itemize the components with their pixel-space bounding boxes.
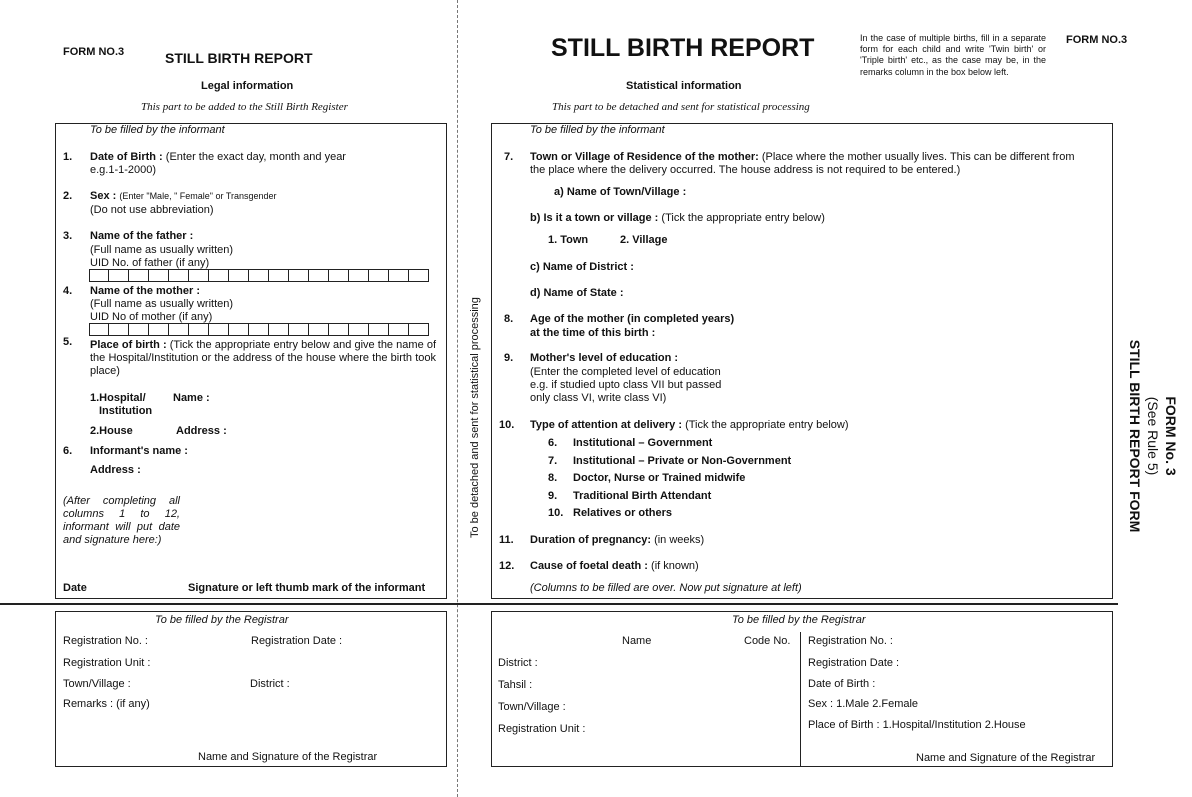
- right-title: STILL BIRTH REPORT: [551, 34, 815, 62]
- attention-at-delivery-field[interactable]: Type of attention at delivery : (Tick the appropriate entry below): [530, 419, 849, 431]
- attention-option-traditional[interactable]: Traditional Birth Attendant: [573, 490, 712, 502]
- left-subtitle: Legal information: [201, 80, 294, 92]
- education-hint-1: (Enter the completed level of education: [530, 366, 721, 378]
- residence-hint: the place where the delivery occurred. The house address is not required to be entered.): [530, 164, 961, 176]
- place-of-birth-field[interactable]: Place of birth : (Tick the appropriate entry below and give the name of the Hospital/Institution or the address of the house where the birth took place): [90, 339, 436, 377]
- father-uid-label: UID No. of father (if any): [90, 257, 210, 269]
- item-number: 7.: [504, 151, 514, 163]
- left-registration-no-field[interactable]: Registration No. :: [63, 635, 148, 647]
- item-number: 2.: [63, 190, 73, 202]
- mother-education-field[interactable]: Mother's level of education :: [530, 352, 679, 364]
- mother-age-field[interactable]: Age of the mother (in completed years): [530, 313, 735, 325]
- town-option[interactable]: 1. Town: [548, 234, 589, 246]
- right-registrar-filled-by: To be filled by the Registrar: [732, 614, 866, 626]
- columns-over-note: (Columns to be filled are over. Now put signature at left): [530, 582, 802, 594]
- house-address-field[interactable]: Address :: [176, 425, 227, 437]
- cause-of-death-field[interactable]: Cause of foetal death : (if known): [530, 560, 699, 572]
- item-number: 3.: [63, 230, 73, 242]
- village-option[interactable]: 2. Village: [620, 234, 668, 246]
- left-filled-by: To be filled by the informant: [90, 124, 225, 136]
- tahsil-field[interactable]: Tahsil :: [498, 679, 533, 691]
- education-hint-2: e.g. if studied upto class VII but passed: [530, 379, 722, 391]
- item-number: 5.: [63, 336, 73, 348]
- left-registration-unit-field[interactable]: Registration Unit :: [63, 657, 151, 669]
- pregnancy-duration-field[interactable]: Duration of pregnancy: (in weeks): [530, 534, 705, 546]
- item-number: 8.: [504, 313, 514, 325]
- item-number: 4.: [63, 285, 73, 297]
- left-form-number: FORM NO.3: [63, 46, 125, 58]
- district-name-field[interactable]: c) Name of District :: [530, 261, 634, 273]
- attention-option-doctor[interactable]: Doctor, Nurse or Trained midwife: [573, 472, 746, 484]
- date-label[interactable]: Date: [63, 582, 87, 594]
- residence-field[interactable]: Town or Village of Residence of the mother: (Place where the mother usually lives. This can be different from: [530, 151, 1075, 163]
- code-no-field[interactable]: Code No.: [744, 635, 791, 647]
- mother-age-field-cont: at the time of this birth :: [530, 327, 656, 339]
- informant-name-field[interactable]: Informant's name :: [90, 445, 188, 457]
- father-uid-boxes[interactable]: [89, 269, 429, 282]
- father-name-field[interactable]: Name of the father :: [90, 230, 194, 242]
- mother-uid-label: UID No of mother (if any): [90, 311, 213, 323]
- multiple-births-note: In the case of multiple births, fill in a separate form for each child and write 'Twin birth' or 'Triple birth' etc., as the case may be, in the remarks column in the box below left.: [860, 33, 1046, 77]
- house-option[interactable]: 2.House: [90, 425, 133, 437]
- mother-name-field[interactable]: Name of the mother :: [90, 285, 201, 297]
- item-number: 11.: [499, 534, 514, 546]
- left-town-village-field[interactable]: Town/Village :: [63, 678, 131, 690]
- town-or-village-field[interactable]: b) Is it a town or village : (Tick the appropriate entry below): [530, 212, 825, 224]
- sex-field[interactable]: Sex : (Enter "Male, " Female" or Transgender: [90, 190, 277, 202]
- attention-option-number: 10.: [548, 507, 564, 519]
- section-divider: [0, 603, 1118, 605]
- right-town-village-field[interactable]: Town/Village :: [498, 701, 566, 713]
- hospital-option[interactable]: 1.Hospital/: [90, 392, 146, 404]
- left-registration-date-field[interactable]: Registration Date :: [251, 635, 343, 647]
- registrar-column-divider: [800, 632, 801, 767]
- right-registrar-signature[interactable]: Name and Signature of the Registrar: [916, 752, 1096, 764]
- detach-instruction: To be detached and sent for statistical processing: [469, 297, 481, 538]
- father-name-hint: (Full name as usually written): [90, 244, 234, 256]
- right-district-field[interactable]: District :: [498, 657, 538, 669]
- after-completing-note: (After completing all columns 1 to 12, informant will put date and signature here:): [63, 495, 180, 546]
- right-registration-date-field[interactable]: Registration Date :: [808, 657, 900, 669]
- item-number: 9.: [504, 352, 514, 364]
- right-filled-by: To be filled by the informant: [530, 124, 665, 136]
- informant-address-field[interactable]: Address :: [90, 464, 141, 476]
- attention-option-govt[interactable]: Institutional – Government: [573, 437, 713, 449]
- date-of-birth-hint: e.g.1-1-2000): [90, 164, 157, 176]
- left-title: STILL BIRTH REPORT: [165, 50, 313, 66]
- right-date-of-birth-field[interactable]: Date of Birth :: [808, 678, 876, 690]
- left-registrar-signature[interactable]: Name and Signature of the Registrar: [198, 751, 378, 763]
- right-registrar-box: [491, 611, 1113, 767]
- left-registrar-filled-by: To be filled by the Registrar: [155, 614, 289, 626]
- right-place-of-birth-field[interactable]: Place of Birth : 1.Hospital/Institution 2.House: [808, 719, 1026, 731]
- right-form-number: FORM NO.3: [1066, 34, 1128, 46]
- town-village-name-field[interactable]: a) Name of Town/Village :: [554, 186, 687, 198]
- side-title: STILL BIRTH REPORT FORM: [1127, 339, 1143, 533]
- attention-option-private[interactable]: Institutional – Private or Non-Government: [573, 455, 792, 467]
- attention-option-relatives[interactable]: Relatives or others: [573, 507, 673, 519]
- left-remarks-field[interactable]: Remarks : (if any): [63, 698, 150, 710]
- mother-name-hint: (Full name as usually written): [90, 298, 234, 310]
- mother-uid-boxes[interactable]: [89, 323, 429, 336]
- left-district-field[interactable]: District :: [250, 678, 290, 690]
- registrar-name-field[interactable]: Name: [622, 635, 652, 647]
- right-sex-field[interactable]: Sex : 1.Male 2.Female: [808, 698, 919, 710]
- sex-hint: (Do not use abbreviation): [90, 204, 214, 216]
- right-registration-no-field[interactable]: Registration No. :: [808, 635, 893, 647]
- date-of-birth-field[interactable]: Date of Birth : (Enter the exact day, month and year: [90, 151, 346, 163]
- side-rule: (See Rule 5): [1145, 396, 1161, 476]
- side-form-number: FORM No. 3: [1163, 396, 1179, 476]
- education-hint-3: only class VI, write class VI): [530, 392, 667, 404]
- item-number: 10.: [499, 419, 515, 431]
- informant-signature-label[interactable]: Signature or left thumb mark of the informant: [188, 582, 426, 594]
- item-number: 12.: [499, 560, 515, 572]
- right-note: This part to be detached and sent for statistical processing: [552, 101, 810, 113]
- item-number: 1.: [63, 151, 73, 163]
- attention-option-number: 8.: [548, 472, 558, 484]
- left-note: This part to be added to the Still Birth Register: [141, 101, 348, 113]
- hospital-name-field[interactable]: Name :: [173, 392, 210, 404]
- attention-option-number: 6.: [548, 437, 558, 449]
- right-subtitle: Statistical information: [626, 80, 742, 92]
- state-name-field[interactable]: d) Name of State :: [530, 287, 624, 299]
- detach-line: [457, 0, 458, 797]
- hospital-option-cont: Institution: [99, 405, 153, 417]
- right-registration-unit-field[interactable]: Registration Unit :: [498, 723, 586, 735]
- item-number: 6.: [63, 445, 73, 457]
- attention-option-number: 9.: [548, 490, 558, 502]
- attention-option-number: 7.: [548, 455, 558, 467]
